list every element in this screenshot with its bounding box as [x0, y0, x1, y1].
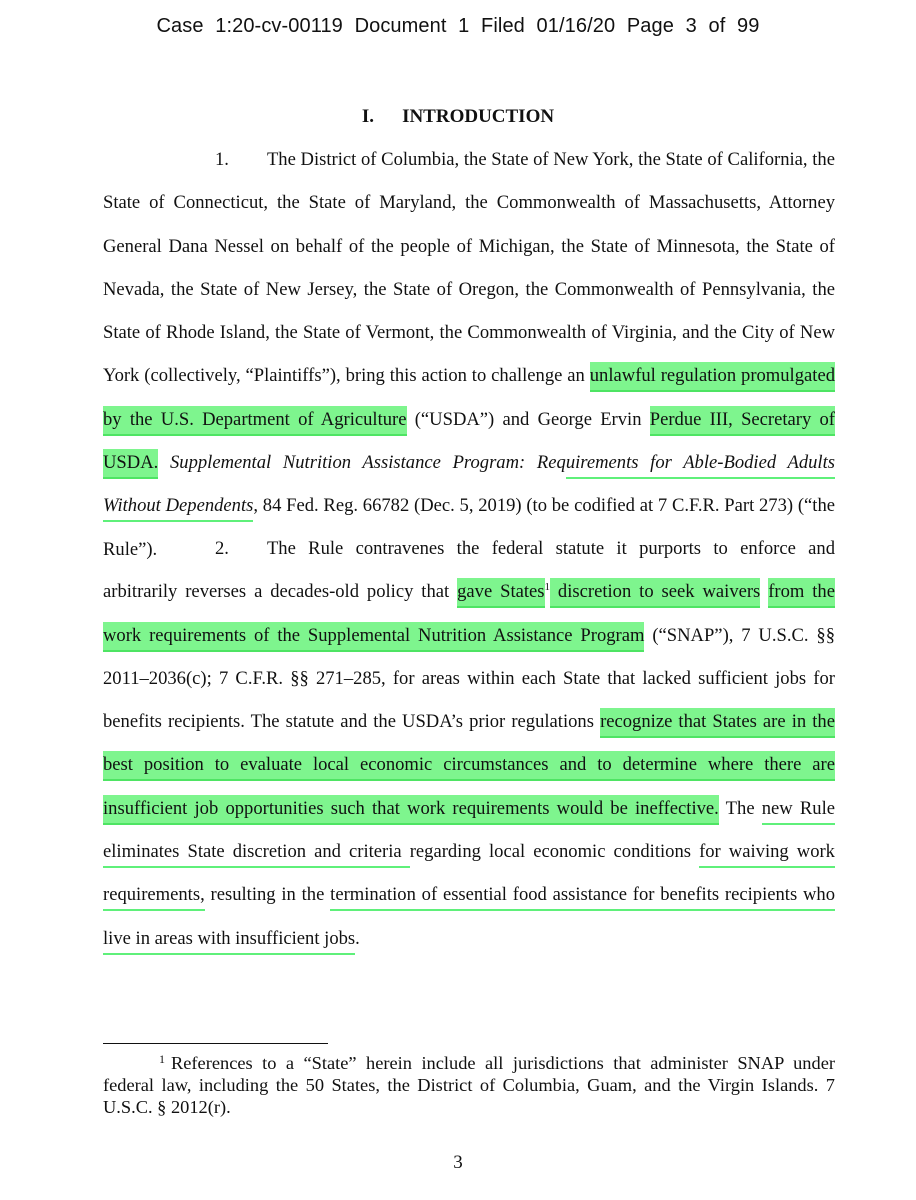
footnote-number: 1	[159, 1052, 165, 1066]
section-title: INTRODUCTION	[402, 106, 555, 127]
paragraph-text: regarding local economic conditions	[409, 841, 700, 863]
footnote-reference[interactable]: 1	[544, 581, 551, 594]
rule-title: Supplemental Nutrition Assistance Program: Requirements for Able-Bodied Adults Without Dependents	[103, 452, 835, 522]
paragraph-number: 2.	[215, 538, 229, 559]
underline-annotation: for waiving work requirements,	[103, 841, 835, 911]
paragraph-text: The Rule contravenes the federal statute it purports to enforce and arbitrarily reverses a decades-old policy that	[103, 538, 835, 603]
section-heading	[0, 106, 916, 128]
footnote	[103, 1052, 835, 1118]
paragraph-text: , 84 Fed. Reg. 66782 (Dec. 5, 2019) (to be codified at 7 C.F.R. Part 273) (“the Rule”).	[103, 495, 835, 560]
highlight: Perdue III, Secretary of USDA.	[103, 406, 835, 479]
footnote-text: References to a “State” herein include all jurisdictions that administer SNAP under federal law, including the 50 States, the District of Columbia, Guam, and the Virgin Islands. 7 U.S.C. § 2012(r).	[103, 1053, 835, 1117]
highlight: unlawful regulation promulgated by the U.S. Department of Agriculture	[103, 362, 835, 435]
highlight: discretion to seek waivers	[550, 578, 760, 608]
page-number: 3	[453, 1152, 463, 1173]
underline-annotation: termination of essential food assistance for benefits recipients who live in areas with insufficient jobs	[103, 884, 835, 954]
highlight: gave States	[457, 578, 544, 608]
paragraph-number: 1.	[215, 149, 229, 170]
paragraph-1	[103, 138, 835, 571]
paragraph-text: The	[718, 797, 762, 819]
paragraph-text: (“USDA”) and George Ervin	[406, 408, 650, 430]
paragraph-text: The District of Columbia, the State of New York, the State of California, the State of Connecticut, the State of Maryland, the Commonwealth of Massachusetts, Attorney General Dana Nessel on behalf of the people of Michigan, the State of Minnesota, the State of Nevada, the State of New Jersey, the State of Oregon, the Commonwealth of Pennsylvania, the State of Rhode Island, the State of Vermont, the Commonwealth of Virginia, and the City of New York (collectively, “Plaintiffs”), bring this action to challenge an	[103, 149, 835, 387]
underline-annotation: new Rule eliminates State discretion and criteria	[103, 798, 835, 868]
footnote-divider	[103, 1043, 328, 1044]
case-header: Case 1:20-cv-00119 Document 1 Filed 01/16/20 Page 3 of 99	[156, 15, 760, 37]
paragraph-text: (“SNAP”), 7 U.S.C. §§ 2011–2036(c); 7 C.F.R. §§ 271–285, for areas within each State that lacked sufficient jobs for benefits recipients. The statute and the USDA’s prior regulations	[103, 624, 835, 733]
paragraph-text: resulting in the	[204, 884, 331, 906]
paragraph-text: .	[355, 927, 360, 949]
underline-annotation: uirements for Able-Bodied Adults Without Dependents	[103, 452, 835, 522]
paragraph-2	[103, 527, 835, 960]
highlight: recognize that States are in the best position to evaluate local economic circumstances and to determine where there are insufficient job opportunities such that work requirements would be ineffective.	[103, 708, 835, 825]
highlight: from the work requirements of the Supplemental Nutrition Assistance Program	[103, 578, 835, 651]
section-number: I.	[361, 106, 375, 127]
